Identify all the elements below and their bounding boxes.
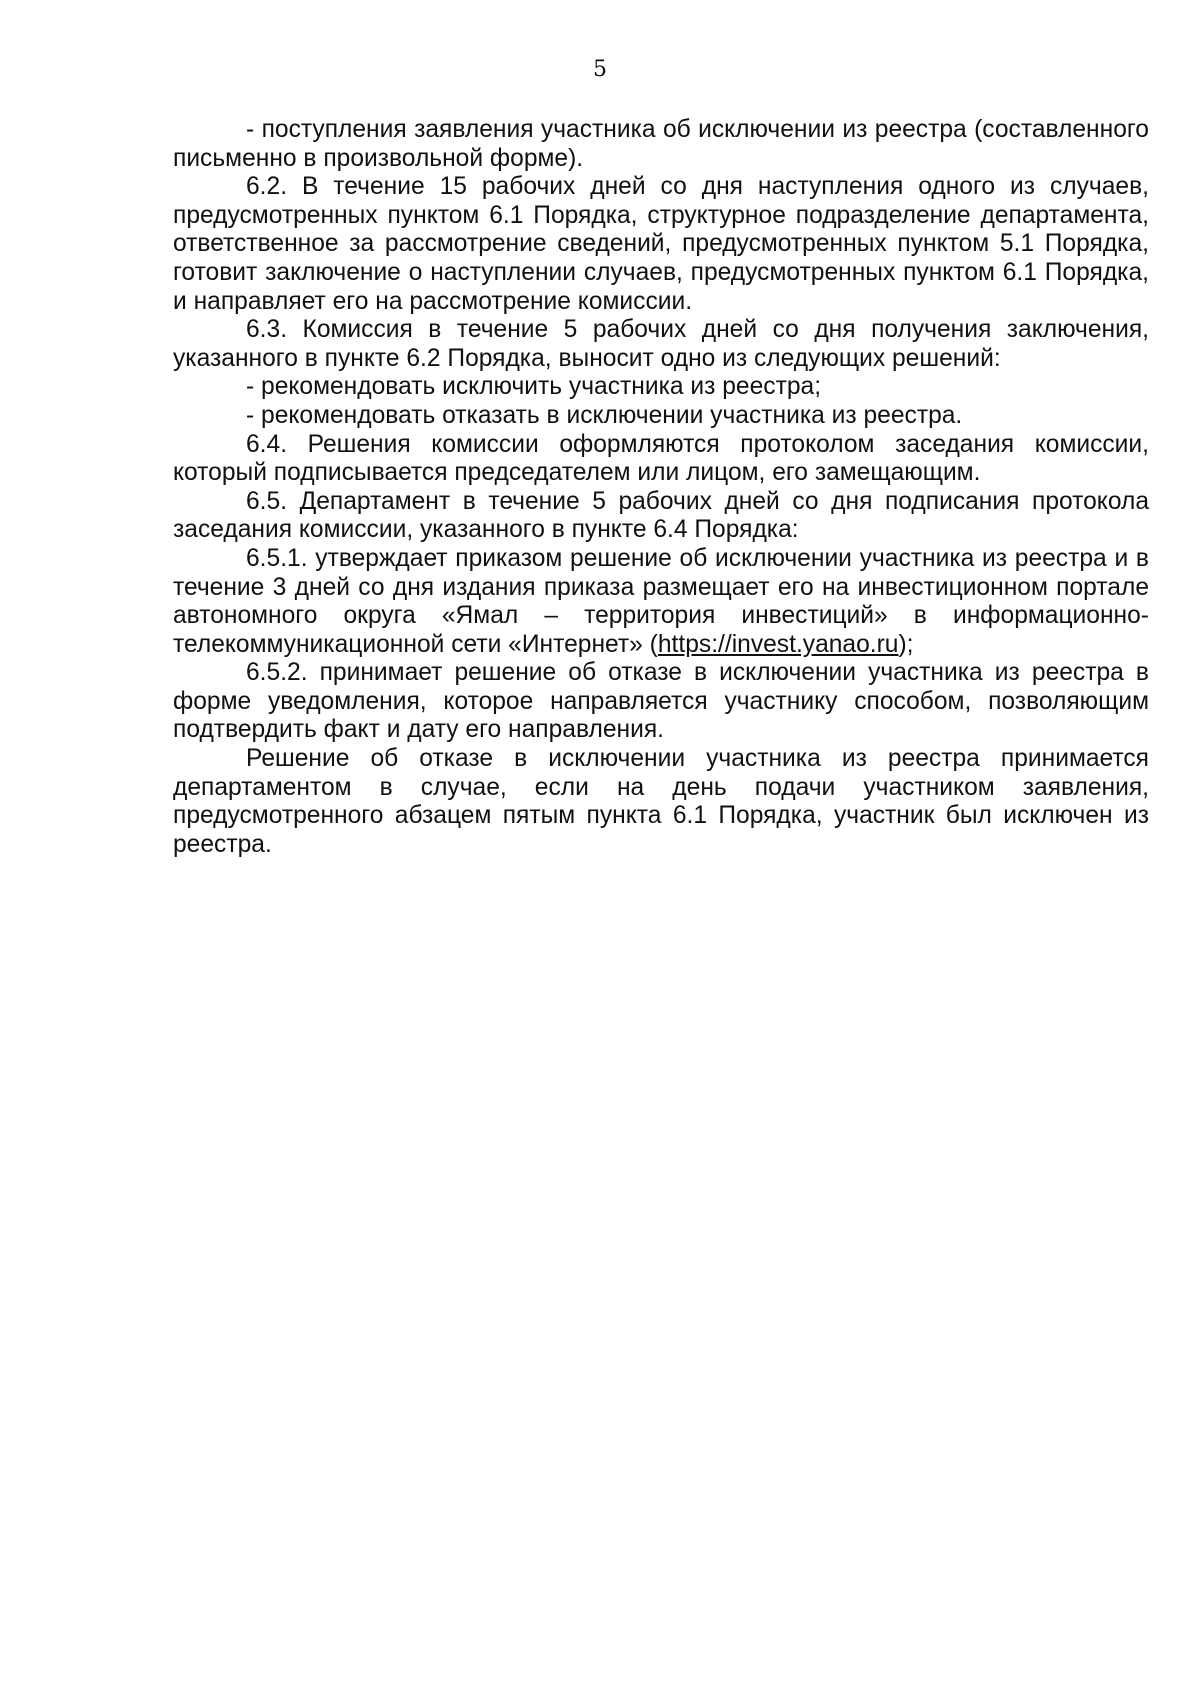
page-number: 5 [593,57,607,82]
paragraph-6-5-1-tail: ); [898,630,914,658]
paragraph-recommend-exclude: - рекомендовать исключить участника из реестра; [246,373,822,401]
document-body [173,116,1149,859]
paragraph-6-5: 6.5. Департамент в течение 5 рабочих дней со дня подписания протокола заседания комиссии, указанного в пункте 6.4 Порядка: [173,487,1149,544]
paragraph-6-3: 6.3. Комиссия в течение 5 рабочих дней со дня получения заключения, указанного в пункте 6.2 Порядка, выносит одно из следующих решений: [173,316,1149,372]
paragraph-6-5-1-text: 6.5.1. утверждает приказом решение об исключении участника из реестра и в течение 3 дней со дня издания приказа размещает его на инвестиционном портале автономного округа «Ямал – территория инвестиций» в информационно-телекоммуникационной сети «Интернет» ( [173,544,1149,658]
paragraph-application-withdrawal: - поступления заявления участника об исключении из реестра (составленного письменно в произвольной форме). [173,116,1149,172]
paragraph-6-2: 6.2. В течение 15 рабочих дней со дня наступления одного из случаев, предусмотренных пунктом 6.1 Порядка, структурное подразделение департамента, ответственное за рассмотрение сведений, предусмотренных пунктом 5.1 Порядка, готовит заключение о наступлении случаев, предусмотренных пунктом 6.1 Порядка, и направляет его на рассмотрение комиссии. [173,173,1149,315]
paragraph-6-5-1 [173,545,1149,659]
paragraph-refusal-decision: Решение об отказе в исключении участника из реестра принимается департаментом в случае, если на день подачи участником заявления, предусмотренного абзацем пятым пункта 6.1 Порядка, участник был исключен из реестра. [173,745,1149,858]
invest-portal-link[interactable]: https://invest.yanao.ru [657,630,899,658]
paragraph-recommend-refuse: - рекомендовать отказать в исключении участника из реестра. [246,401,963,429]
paragraph-6-5-2: 6.5.2. принимает решение об отказе в исключении участника из реестра в форме уведомления, которое направляется участнику способом, позволяющим подтвердить факт и дату его направления. [173,659,1149,744]
paragraph-6-4: 6.4. Решения комиссии оформляются протоколом заседания комиссии, который подписывается председателем или лицом, его замещающим. [173,430,1149,487]
